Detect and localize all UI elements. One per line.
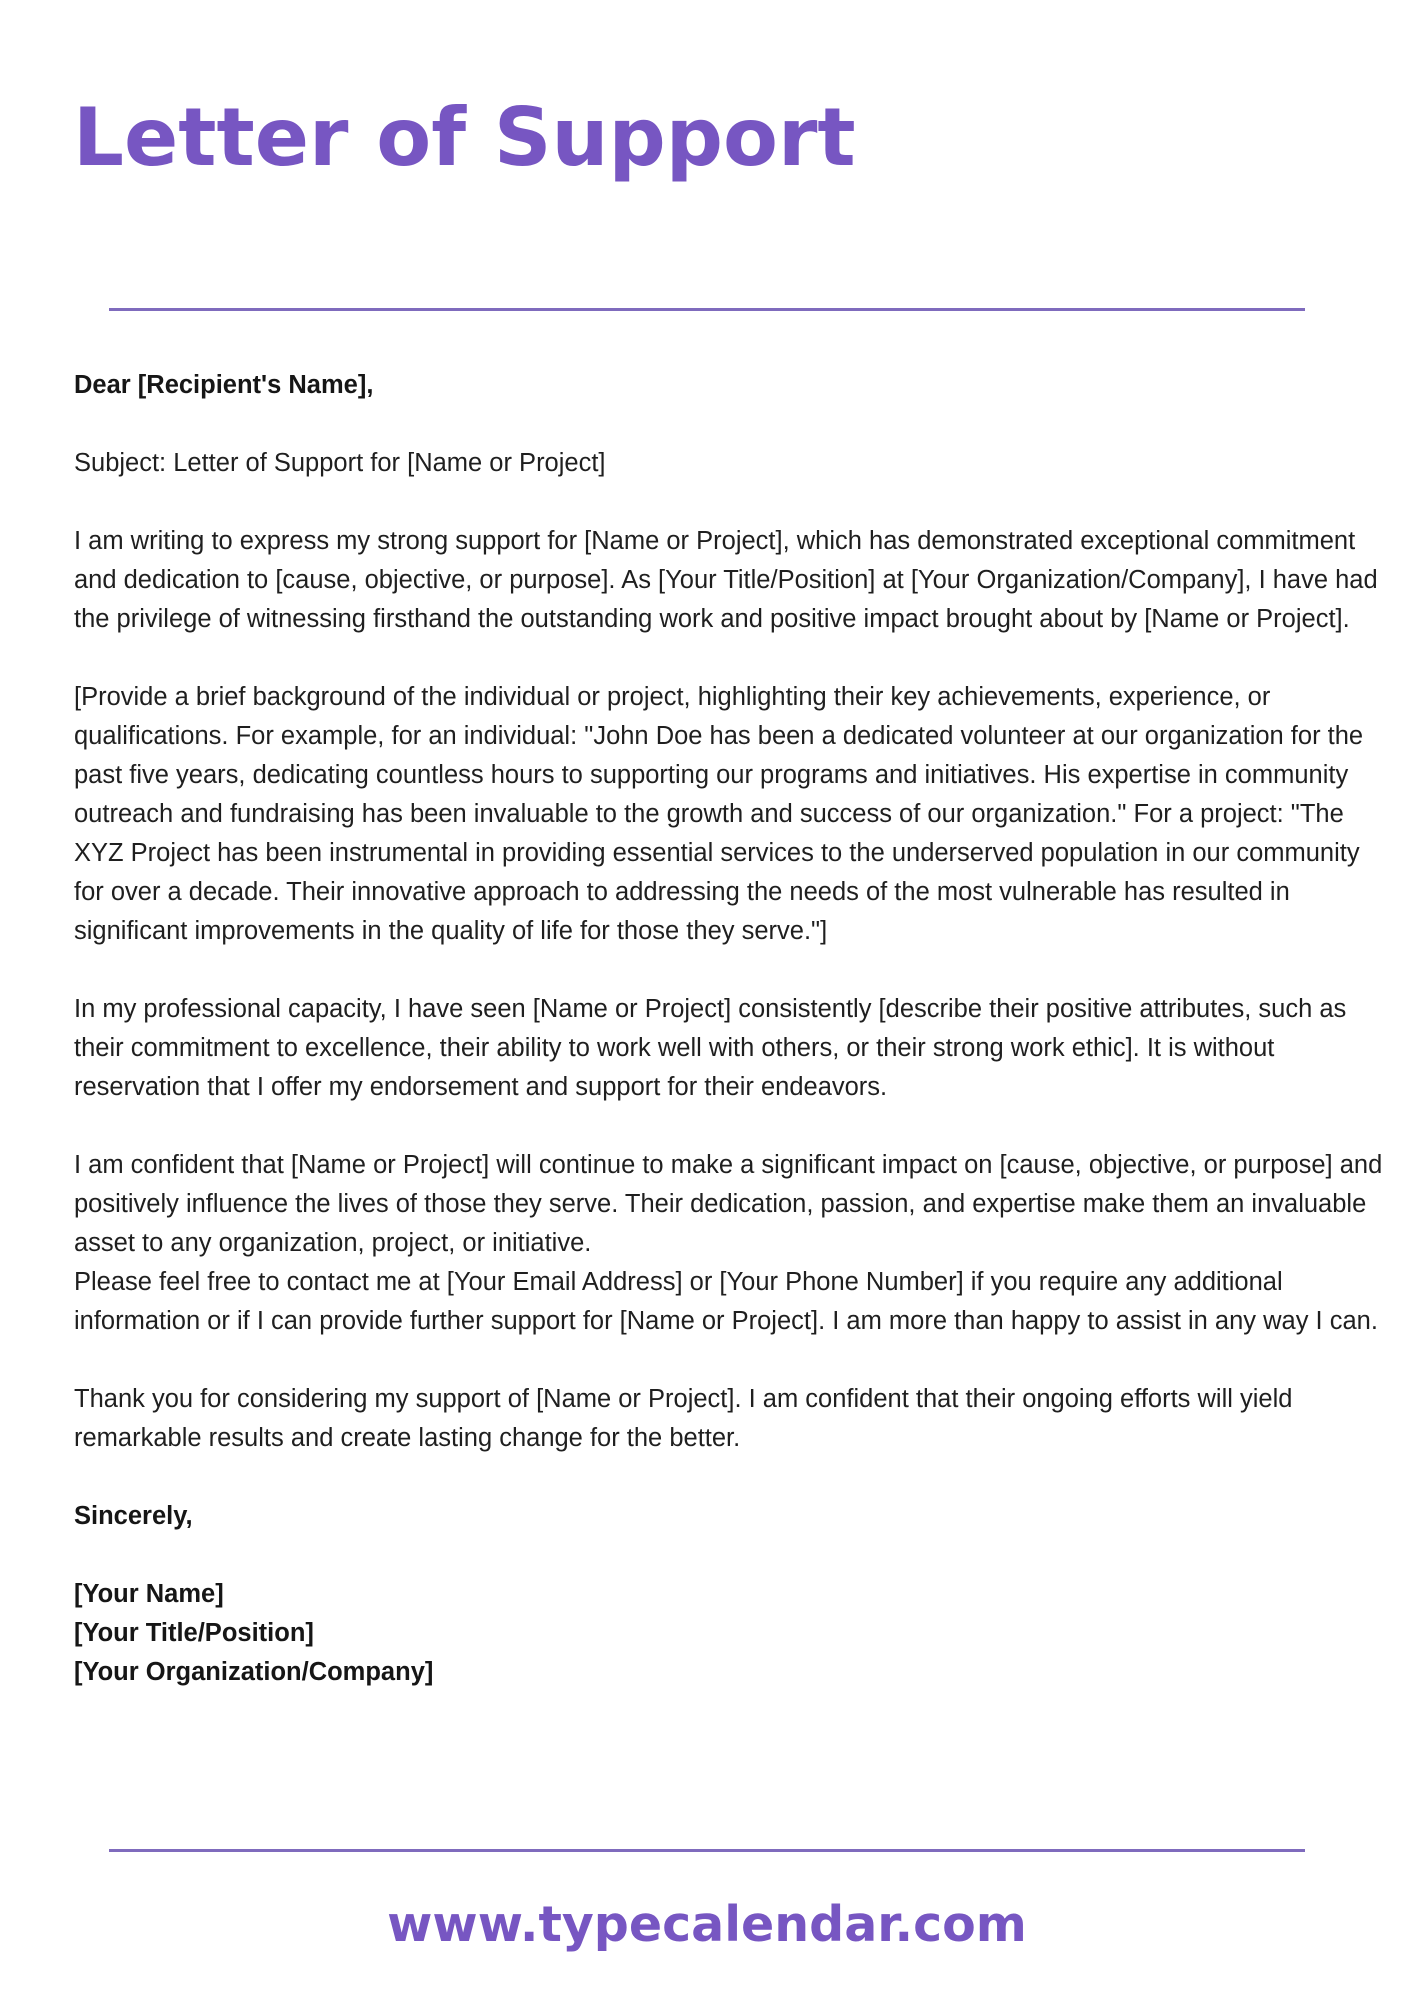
footer-divider [109,1849,1305,1852]
header-divider [109,308,1305,311]
page-title: Letter of Support [73,91,856,184]
closing: Sincerely, [74,1502,193,1530]
body-paragraph: Please feel free to contact me at [Your Email Address] or [Your Phone Number] if you require any additional information or if I can provide further support for [Name or Project]. I am more than happy to assist in any way I can. [74,1268,1378,1335]
body-paragraph: [Provide a brief background of the individual or project, highlighting their key achievements, experience, or qualifications. For example, for an individual: "John Doe has been a dedicated volunteer at our organization for the past five years, dedicating countless hours to supporting our programs and initiatives. His expertise in community outreach and fundraising has been invaluable to the growth and success of our organization." For a project: "The XYZ Project has been instrumental in providing essential services to the underserved population in our community for over a decade. Their innovative approach to addressing the needs of the most vulnerable has resulted in significant improvements in the quality of life for those they serve."] [74,683,1364,945]
body-paragraph: I am confident that [Name or Project] will continue to make a significant impact on [cause, objective, or purpose] and positively influence the lives of those they serve. Their dedication, passion, and expertise make them an invaluable asset to any organization, project, or initiative. [74,1151,1383,1257]
body-paragraph: Thank you for considering my support of [Name or Project]. I am confident that their ongoing efforts will yield remarkable results and create lasting change for the better. [74,1385,1293,1452]
signature-name: [Your Name] [74,1580,224,1608]
signature-title: [Your Title/Position] [74,1619,314,1647]
subject-line: Subject: Letter of Support for [Name or Project] [74,449,606,477]
body-paragraph: I am writing to express my strong support for [Name or Project], which has demonstrated exceptional commitment and dedication to [cause, objective, or purpose]. As [Your Title/Position] at [Your Organization/Company], I have had the privilege of witnessing firsthand the outstanding work and positive impact brought about by [Name or Project]. [74,527,1378,633]
footer-website: www.typecalendar.com [387,1896,1027,1953]
signature-block [74,1575,1384,1692]
salutation: Dear [Recipient's Name], [74,371,374,399]
body-paragraph: In my professional capacity, I have seen [Name or Project] consistently [describe their positive attributes, such as their commitment to excellence, their ability to work well with others, or their strong work ethic]. It is without reservation that I offer my endorsement and support for their endeavors. [74,995,1347,1101]
signature-organization: [Your Organization/Company] [74,1658,434,1686]
letter-body [74,366,1384,1731]
